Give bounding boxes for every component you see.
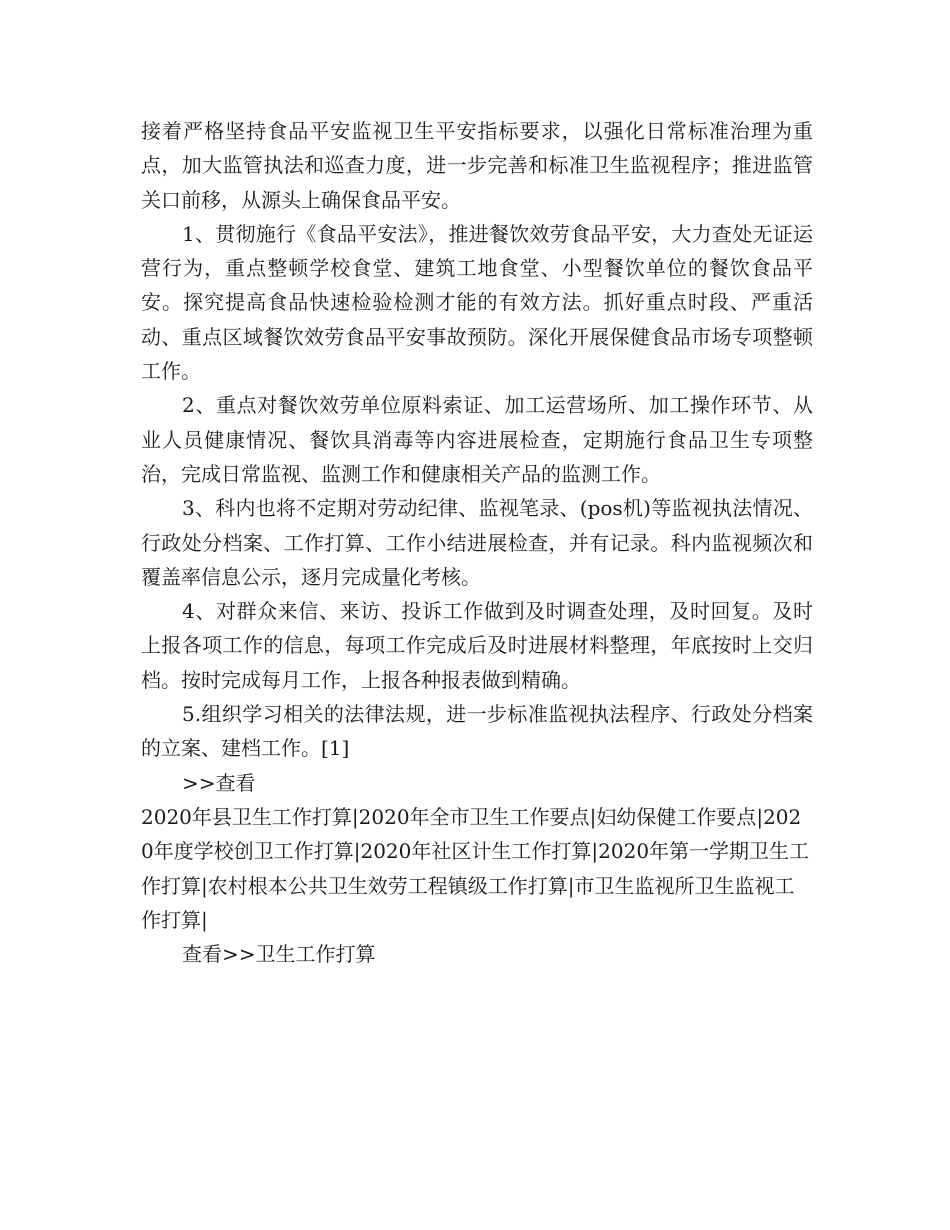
footer-link-text[interactable]: 查看>>卫生工作打算: [182, 942, 376, 967]
item-5-paragraph: 5.组织学习相关的法律法规，进一步标准监视执法程序、行政处分档案的立案、建档工作。[1]: [141, 702, 813, 761]
link-separator: |: [351, 804, 359, 829]
item-3-paragraph: 3、科内也将不定期对劳动纪律、监视笔录、(pos机)等监视执法情况、行政处分档案、工作打算、工作小结进展检查，并有记录。科内监视频次和覆盖率信息公示，逐月完成量化考核。: [141, 496, 813, 589]
link-separator: |: [353, 839, 361, 864]
see-more-label: >>查看: [182, 770, 256, 795]
intro-paragraph: 接着严格坚持食品平安监视卫生平安指标要求，以强化日常标准治理为重点，加大监管执法和巡查力度，进一步完善和标准卫生监视程序；推进监管关口前移，从源头上确保食品平安。: [141, 119, 813, 212]
related-link[interactable]: 2020年社区计生工作打算: [360, 839, 592, 864]
related-link[interactable]: 农村根本公共卫生效劳工程镇级工作打算: [207, 873, 568, 898]
related-link[interactable]: 2020年县卫生工作打算: [141, 804, 352, 829]
related-link[interactable]: 2020年全市卫生工作要点: [358, 804, 590, 829]
link-separator: |: [567, 873, 575, 898]
link-separator: |: [201, 907, 208, 932]
link-separator: |: [201, 873, 208, 898]
footer-link[interactable]: [141, 937, 813, 971]
related-link[interactable]: 市卫生监视所卫生监视工作打算: [141, 873, 795, 932]
related-links-list: [141, 800, 813, 937]
link-separator: |: [589, 804, 597, 829]
item-1-paragraph: 1、贯彻施行《食品平安法》，推进餐饮效劳食品平安，大力查处无证运营行为，重点整顿学校食堂、建筑工地食堂、小型餐饮单位的餐饮食品平安。探究提高食品快速检验检测才能的有效方法。抓好重点时段、严重活动、重点区域餐饮效劳食品平安事故预防。深化开展保健食品市场专项整顿工作。: [141, 221, 813, 384]
document-body: [141, 114, 813, 971]
related-link[interactable]: 妇幼保健工作要点: [596, 804, 757, 829]
related-link[interactable]: 2020年度学校创卫工作打算: [141, 804, 802, 864]
link-separator: |: [591, 839, 599, 864]
link-separator: |: [756, 804, 764, 829]
item-4-paragraph: 4、对群众来信、来访、投诉工作做到及时调查处理，及时回复。及时上报各项工作的信息，每项工作完成后及时进展材料整理，年底按时上交归档。按时完成每月工作，上报各种报表做到精确。: [141, 599, 813, 692]
item-2-paragraph: 2、重点对餐饮效劳单位原料索证、加工运营场所、加工操作环节、从业人员健康情况、餐饮具消毒等内容进展检查，定期施行食品卫生专项整治，完成日常监视、监测工作和健康相关产品的监测工作。: [141, 393, 813, 486]
related-link[interactable]: 2020年第一学期卫生工作打算: [141, 839, 810, 898]
